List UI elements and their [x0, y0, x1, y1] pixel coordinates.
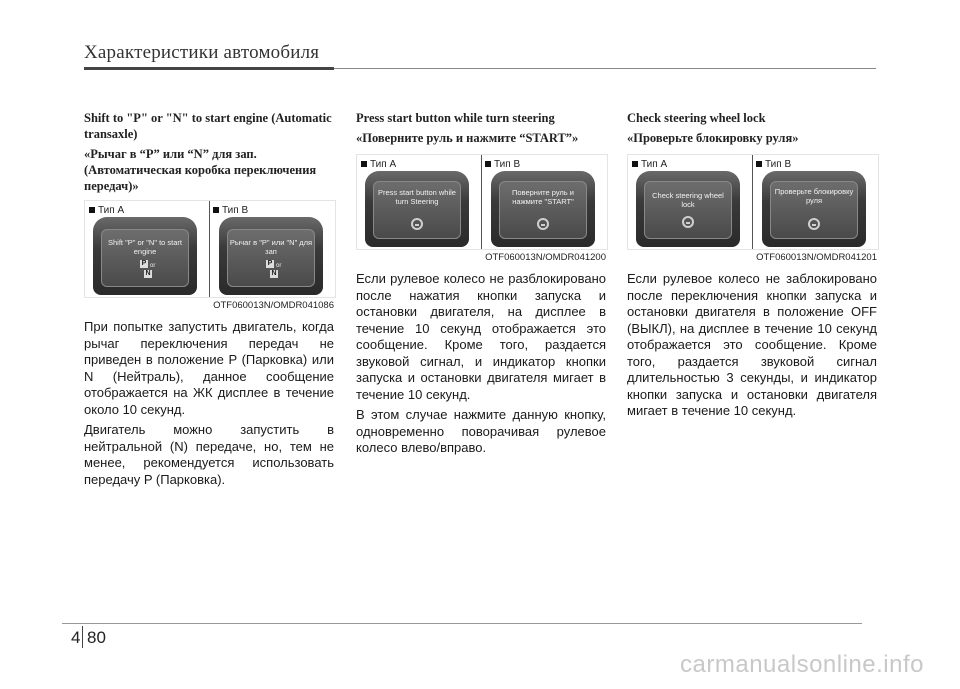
- type-b-label: Тип B: [213, 205, 248, 216]
- message-text-a: Check steering wheel lock: [652, 191, 724, 209]
- type-b-label: Тип B: [756, 159, 791, 170]
- message-text-a: Press start button while turn Steering: [378, 188, 456, 206]
- paragraph: Если рулевое колесо не разблокировано после нажатия кнопки запуска и остановки двигателя, на дисплее в течение 10 секунд отображается это сообщение. Кроме того, раздается звуковой сигнал, и индикатор кнопки запуска и остановки двигателя мигает в течение 10 секунд.: [356, 271, 606, 402]
- bullet-square-icon: [89, 207, 95, 213]
- heading-en: Check steering wheel lock: [627, 111, 766, 125]
- column-press-start: [356, 110, 606, 457]
- cluster-screen-b: [762, 171, 866, 247]
- n-box: N: [271, 270, 277, 277]
- paragraph: Если рулевое колесо не заблокировано после переключения кнопки запуска и остановки двигателя в положение OFF (ВЫКЛ), на дисплее в течение 10 секунд отображается это сообщение. Кроме того, раздается звуковой сигнал длительностью 3 секунды, и индикатор кнопки запуска и остановки двигателя мигает в течение 10 секунд.: [627, 271, 877, 418]
- cluster-screen-b: [219, 217, 323, 295]
- lcd-panel-b: [227, 229, 315, 287]
- lcd-panel-a: [644, 181, 732, 239]
- section-title: Характеристики автомобиля: [84, 42, 320, 63]
- message-text-a: Shift "P" or "N" to start engine: [107, 238, 182, 256]
- type-a-label: Тип A: [89, 205, 124, 216]
- paragraph: При попытке запустить двигатель, когда рычаг переключения передач не приведен в положение P (Парковка) или N (Нейтраль), данное сообщение отображается на ЖК дисплее в течение около 10 секунд.: [84, 319, 334, 417]
- header-rule-accent: [84, 67, 334, 70]
- figure-caption: OTF060013N/OMDR041200: [485, 252, 606, 263]
- lcd-panel-a: [101, 229, 189, 287]
- cluster-screen-a: [93, 217, 197, 295]
- steering-wheel-icon: [682, 216, 694, 228]
- lcd-panel-b: [499, 181, 587, 239]
- bullet-square-icon: [213, 207, 219, 213]
- figure-caption: OTF060013N/OMDR041086: [213, 300, 334, 311]
- footer-divider: [82, 626, 83, 648]
- heading-en: Shift to "P" or "N" to start engine (Automatic transaxle): [84, 111, 332, 141]
- type-b-label: Тип B: [485, 159, 520, 170]
- lcd-panel-a: [373, 181, 461, 239]
- steering-wheel-icon: [537, 218, 549, 230]
- heading-en: Press start button while turn steering: [356, 111, 555, 125]
- steering-wheel-icon: [808, 218, 820, 230]
- watermark: carmanualsonline.info: [680, 651, 924, 678]
- cluster-screen-b: [491, 171, 595, 247]
- paragraph: В этом случае нажмите данную кнопку, одновременно поворачивая рулевое колесо влево/вправо.: [356, 407, 606, 455]
- lcd-panel-b: [770, 181, 858, 239]
- column-shift-p-n: [84, 110, 334, 488]
- message-text-b: Поверните руль и нажмите "START": [512, 188, 574, 206]
- figure-divider: [209, 201, 210, 297]
- figure-shift-message: [84, 200, 336, 298]
- figure-divider: [752, 155, 753, 249]
- column-check-lock: [627, 110, 877, 420]
- type-a-label: Тип A: [632, 159, 667, 170]
- bullet-square-icon: [485, 161, 491, 167]
- paragraph: Двигатель можно запустить в нейтральной (N) передаче, но, тем не менее, рекомендуется использовать передачу P (Парковка).: [84, 422, 334, 487]
- cluster-screen-a: [365, 171, 469, 247]
- footer-rule: [62, 623, 862, 624]
- heading-ru: «Поверните руль и нажмите “START”»: [356, 131, 579, 145]
- message-text-b: Рычаг в "P" или "N" для зап: [229, 238, 313, 256]
- figure-caption: OTF060013N/OMDR041201: [756, 252, 877, 263]
- p-box: P: [267, 260, 273, 267]
- heading-ru: «Рычаг в “P” или “N” для зап. (Автоматическая коробка переключения передач)»: [84, 147, 317, 193]
- cluster-screen-a: [636, 171, 740, 247]
- or-text: or: [150, 263, 156, 269]
- chapter-number: 4: [71, 628, 81, 647]
- or-text: or: [276, 263, 282, 269]
- figure-divider: [481, 155, 482, 249]
- message-text-b: Проверьте блокировку руля: [774, 187, 854, 205]
- bullet-square-icon: [756, 161, 762, 167]
- bullet-square-icon: [632, 161, 638, 167]
- figure-check-lock: [627, 154, 879, 250]
- steering-wheel-icon: [411, 218, 423, 230]
- p-box: P: [141, 260, 147, 267]
- page-number: 80: [87, 628, 106, 647]
- heading-ru: «Проверьте блокировку руля»: [627, 131, 799, 145]
- bullet-square-icon: [361, 161, 367, 167]
- n-box: N: [145, 270, 151, 277]
- figure-press-start: [356, 154, 608, 250]
- type-a-label: Тип A: [361, 159, 396, 170]
